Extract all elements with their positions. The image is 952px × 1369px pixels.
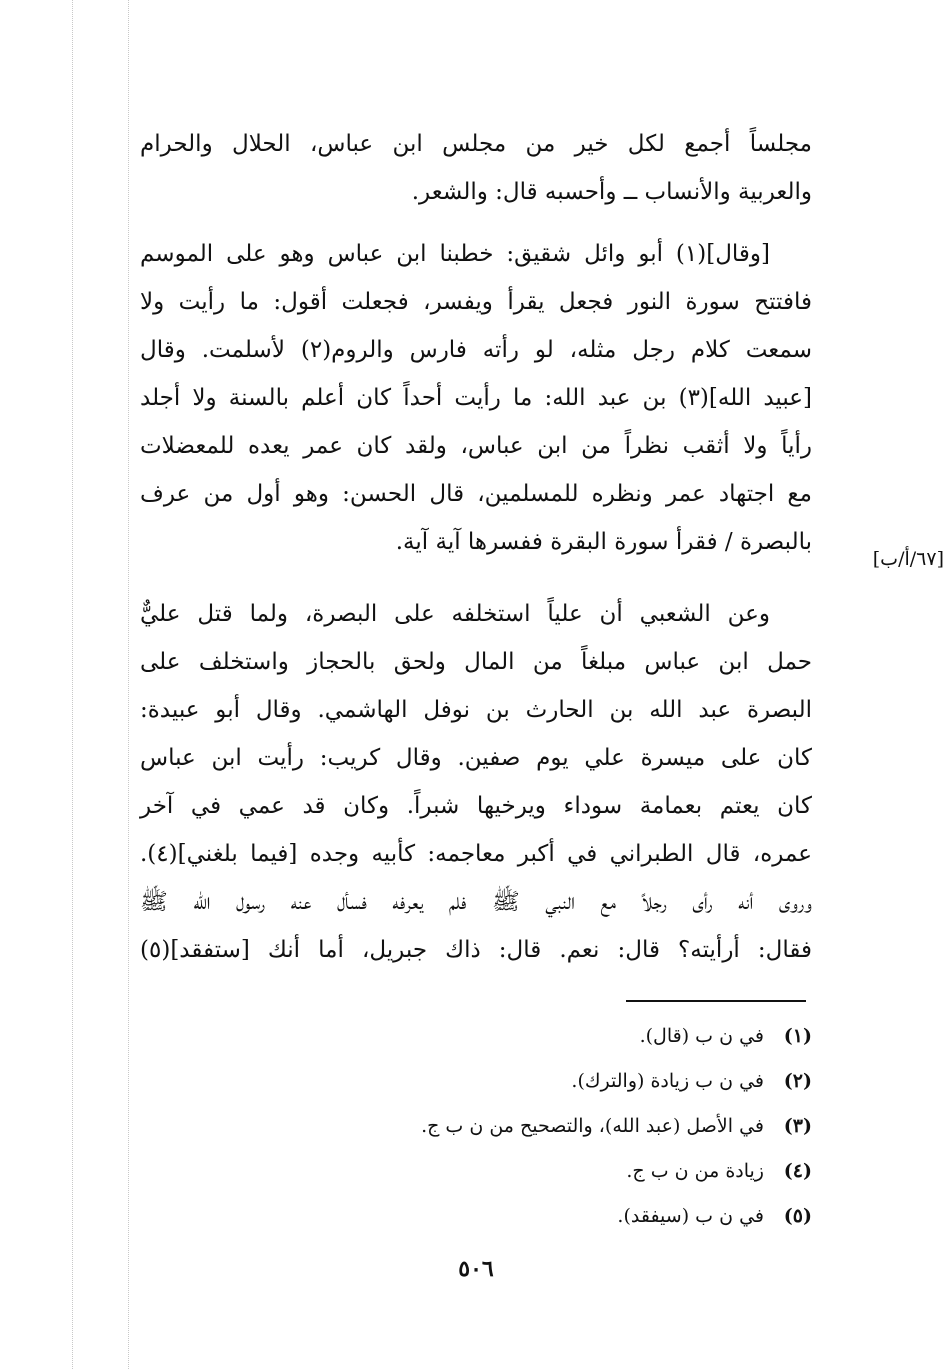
footnote-text: في ن ب زيادة (والترك). xyxy=(571,1070,764,1092)
footnotes xyxy=(140,1014,812,1239)
footnote-text: في ن ب (سيفقد). xyxy=(617,1205,764,1227)
paragraph-3 xyxy=(140,590,812,974)
footnote-separator xyxy=(626,1000,806,1002)
text-line: رأياً ولا أثقب نظراً من ابن عباس، ولقد كان عمر يعده للمعضلات xyxy=(140,433,812,459)
footnote-text: في ن ب (قال). xyxy=(639,1025,764,1047)
page-number: ٥٠٦ xyxy=(458,1256,494,1282)
text-line: مجلساً أجمع لكل خير من مجلس ابن عباس، الحلال والحرام xyxy=(140,131,812,157)
text-line: كان يعتم بعمامة سوداء ويرخيها شبراً. وكان قد عمي في آخر xyxy=(140,793,812,819)
text-line: فافتتح سورة النور فجعل يقرأ ويفسر، فجعلت أقول: ما رأيت ولا xyxy=(140,289,812,315)
text-line: [وقال](١) أبو وائل شقيق: خطبنا ابن عباس وهو على الموسم xyxy=(140,241,770,267)
text-line: وروى أنه رأى رجلاً مع النبي ﷺ فلم يعرفه فسأل عنه رسول الله ﷺ xyxy=(140,889,812,915)
footnote-number: (٣) xyxy=(783,1115,812,1137)
text-line: مع اجتهاد عمر ونظره للمسلمين، قال الحسن: وهو أول من عرف xyxy=(140,481,812,507)
footnote-number: (٢) xyxy=(783,1070,812,1092)
footnote xyxy=(140,1014,812,1059)
text-line: سمعت كلام رجل مثله، لو رأته فارس والروم(٢) لأسلمت. وقال xyxy=(140,337,812,363)
text-line: وعن الشعبي أن علياً استخلفه على البصرة، ولما قتل عليٌّ xyxy=(140,601,770,627)
footnote-number: (١) xyxy=(783,1025,812,1047)
footnote xyxy=(140,1194,812,1239)
margin-manuscript-reference: [٦٧/أ/ب] xyxy=(872,548,944,570)
text-line: والعربية والأنساب ــ وأحسبه قال: والشعر. xyxy=(411,179,812,205)
footnote-number: (٥) xyxy=(783,1205,812,1227)
scan-noise-line xyxy=(72,0,73,1369)
text-line: حمل ابن عباس مبلغاً من المال ولحق بالحجاز واستخلف على xyxy=(140,649,812,675)
text-line: [عبيد الله](٣) بن عبد الله: ما رأيت أحداً كان أعلم بالسنة ولا أجلد xyxy=(140,385,812,411)
footnote xyxy=(140,1149,812,1194)
footnote xyxy=(140,1104,812,1149)
text-line: بالبصرة / فقرأ سورة البقرة ففسرها آية آية. xyxy=(395,529,812,555)
text-line: كان على ميسرة علي يوم صفين. وقال كريب: رأيت ابن عباس xyxy=(140,745,812,771)
paragraph-2 xyxy=(140,230,812,566)
footnote-text: زيادة من ن ب ج. xyxy=(626,1160,764,1182)
text-line: فقال: أرأيته؟ قال: نعم. قال: ذاك جبريل، أما أنك [ستفقد](٥) xyxy=(140,937,812,963)
footnote-number: (٤) xyxy=(783,1160,812,1182)
paragraph-1 xyxy=(140,120,812,216)
scan-noise-line xyxy=(128,0,129,1369)
footnote-text: في الأصل (عبد الله)، والتصحيح من ن ب ج. xyxy=(421,1115,764,1137)
text-line: البصرة عبد الله بن الحارث بن نوفل الهاشمي. وقال أبو عبيدة: xyxy=(140,697,812,723)
text-line: عمره، قال الطبراني في أكبر معاجمه: كأبيه وجده [فيما بلغني](٤). xyxy=(140,841,812,867)
footnote xyxy=(140,1059,812,1104)
